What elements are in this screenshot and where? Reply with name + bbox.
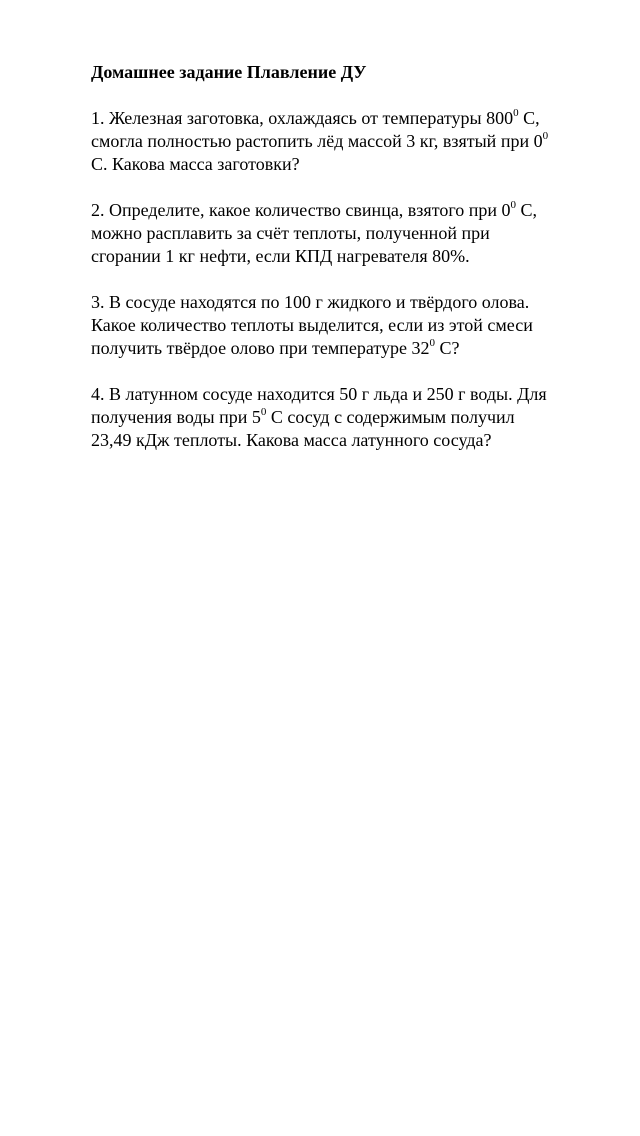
line-text: получить твёрдое олово при температуре 32 — [91, 338, 430, 358]
line-text: 3. В сосуде находятся по 100 г жидкого и твёрдого олова. — [91, 292, 530, 312]
task-line — [91, 245, 591, 268]
task-4 — [91, 383, 591, 452]
task-line — [91, 314, 591, 337]
task-line — [91, 337, 591, 360]
task-line — [91, 107, 591, 130]
degree-superscript: 0 — [542, 130, 549, 142]
task-line — [91, 222, 591, 245]
line-text: смогла полностью растопить лёд массой 3 кг, взятый при 0 — [91, 131, 543, 151]
degree-superscript: 0 — [260, 406, 267, 418]
line-text: Какое количество теплоты выделится, если из этой смеси — [91, 315, 533, 335]
task-line — [91, 130, 591, 153]
degree-superscript: 0 — [510, 199, 517, 211]
task-line — [91, 383, 591, 406]
degree-superscript: 0 — [513, 107, 519, 119]
line-text: 23,49 кДж теплоты. Какова масса латунного сосуда? — [91, 430, 492, 450]
document-body — [91, 60, 591, 475]
task-3 — [91, 291, 591, 360]
line-text: 1. Железная заготовка, охлаждаясь от температуры 800 — [91, 108, 514, 128]
document-title: Домашнее задание Плавление ДУ — [91, 62, 367, 82]
task-line — [91, 153, 591, 176]
task-line — [91, 291, 591, 314]
line-text: 2. Определите, какое количество свинца, взятого при 0 — [91, 200, 511, 220]
line-text: С? — [435, 338, 460, 358]
line-text: можно расплавить за счёт теплоты, полученной при — [91, 223, 490, 243]
line-text: получения воды при 5 — [91, 407, 261, 427]
task-line — [91, 199, 591, 222]
line-text: 4. В латунном сосуде находится 50 г льда и 250 г воды. Для — [91, 384, 547, 404]
degree-superscript: 0 — [429, 337, 436, 349]
line-text: С. Какова масса заготовки? — [91, 154, 300, 174]
task-2 — [91, 199, 591, 268]
task-1 — [91, 107, 591, 176]
line-text: С, — [518, 108, 540, 128]
task-line — [91, 429, 591, 452]
task-line — [91, 406, 591, 429]
line-text: сгорании 1 кг нефти, если КПД нагревателя 80%. — [91, 246, 470, 266]
line-text: С, — [516, 200, 538, 220]
line-text: С сосуд с содержимым получил — [266, 407, 515, 427]
